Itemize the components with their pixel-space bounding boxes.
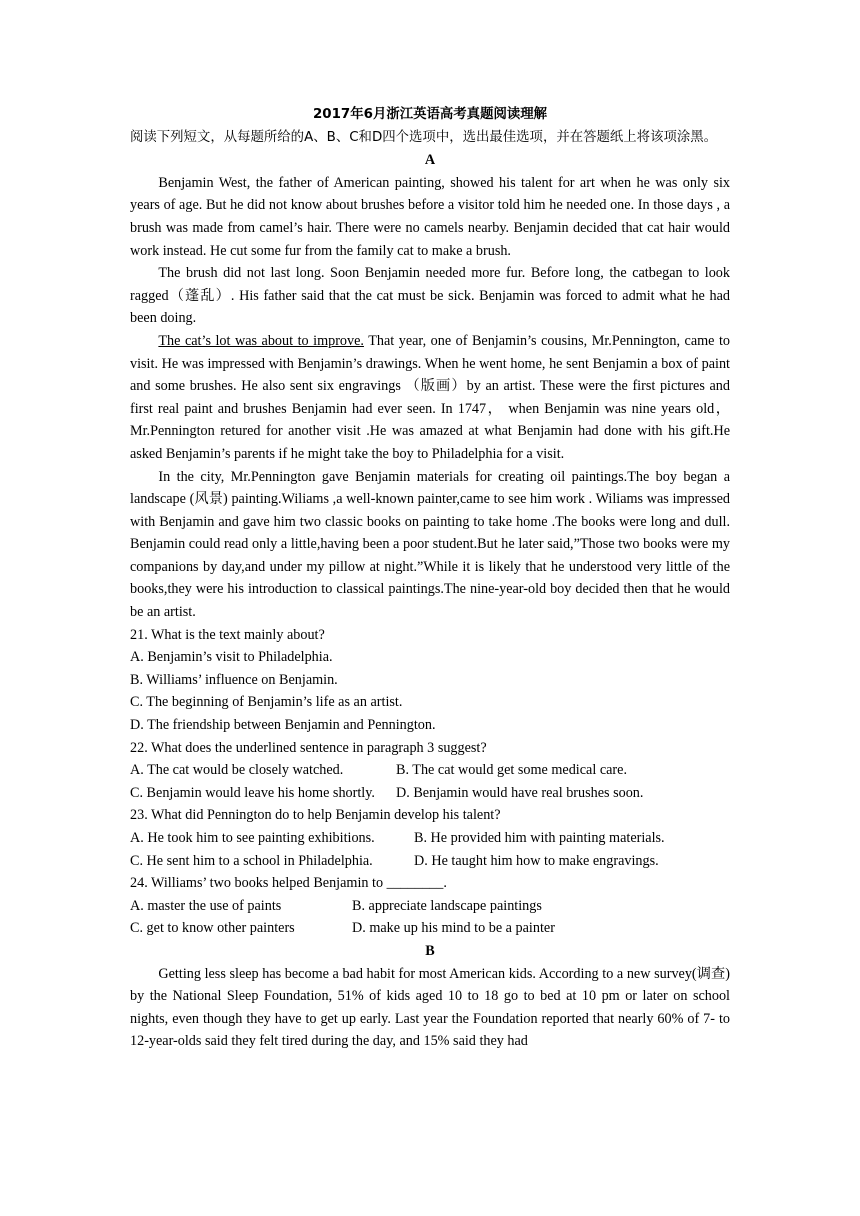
q23-option-d: D. He taught him how to make engravings. [414, 852, 659, 869]
question-22: 22. What does the underlined sentence in paragraph 3 suggest? [130, 739, 487, 756]
q22-option-d: D. Benjamin would have real brushes soon. [396, 784, 644, 801]
q21-option-d: D. The friendship between Benjamin and Pennington. [130, 717, 436, 734]
q21-option-b: B. Williams’ influence on Benjamin. [130, 671, 338, 688]
q24-options-row-2 [130, 917, 730, 940]
q24-option-d: D. make up his mind to be a painter [352, 920, 555, 937]
q23-option-a: A. He took him to see painting exhibitions. [130, 830, 375, 846]
q23-options-row-2 [130, 850, 730, 873]
q24-options-row-1 [130, 895, 730, 918]
q24-option-a: A. master the use of paints [130, 897, 282, 914]
section-b-heading: B [425, 942, 435, 959]
passage-a-paragraph-1: Benjamin West, the father of American painting, showed his talent for art when he was only six years of age. But he did not know about brushes before a visitor told him he needed one. In those days , a brush was made from camel’s hair. There were no camels nearby. Benjamin decided that cat hair would work instead. He cut some fur from the family cat to make a brush. [130, 174, 730, 259]
underlined-sentence: The cat’s lot was about to improve. [158, 332, 364, 349]
passage-a-paragraph-2: The brush did not last long. Soon Benjamin needed more fur. Before long, the catbegan to look ragged（蓬乱）. His father said that the cat must be sick. Benjamin was forced to admit what he had been doing. [130, 265, 730, 327]
q23-options-row-1 [130, 827, 730, 850]
document-title: 2017年6月浙江英语高考真题阅读理解 [312, 107, 548, 122]
question-24: 24. Williams’ two books helped Benjamin to ________. [130, 875, 447, 892]
passage-a-paragraph-4: In the city, Mr.Pennington gave Benjamin materials for creating oil paintings.The boy began a landscape (风景) painting.Wiliams ,a well-known painter,came to see him work . Wiliams was impressed with Benjamin and gave him two classic books on painting to take home .The books were long and dull. Benjamin could read only a little,having been a poor student.But he later said,”Those two books were my companions by day,and under my pillow at night.”While it is likely that he understood very little of the books,they were his introduction to classical paintings.The nine-year-old boy decided then that he would be an artist. [130, 468, 730, 621]
q22-option-a: A. The cat would be closely watched. [130, 762, 344, 779]
paragraph-3-text: That year, one of Benjamin’s cousins, Mr.Pennington, came to visit. He was impressed with Benjamin’s drawings. When he went home, he sent Benjamin a box of paint and some brushes. He also sent six engravings （版画）by an artist. These were the first pictures and first real paint and brushes Benjamin had ever seen. In 1747， when Benjamin was nine years old，Mr.Pennington retured for another visit .He was amazed at what Benjamin had done with his gift.He asked Benjamin’s parents if he might take the boy to Philadelphia for a visit. [130, 332, 730, 462]
instructions: 阅读下列短文，从每题所给的A、B、C和D四个选项中，选出最佳选项，并在答题纸上将该项涂黑。 [130, 129, 718, 145]
q23-option-c: C. He sent him to a school in Philadelphia. [130, 852, 373, 869]
q24-option-c: C. get to know other painters [130, 920, 295, 937]
q22-option-b: B. The cat would get some medical care. [396, 762, 627, 779]
q22-options-row-2 [130, 782, 730, 805]
passage-a-paragraph-3 [130, 330, 730, 466]
section-a-heading: A [424, 152, 436, 169]
q22-option-c: C. Benjamin would leave his home shortly. [130, 784, 375, 801]
document-page [130, 104, 730, 1053]
q22-options-row-1 [130, 759, 730, 782]
q21-option-a: A. Benjamin’s visit to Philadelphia. [130, 649, 333, 666]
q21-option-c: C. The beginning of Benjamin’s life as an artist. [130, 694, 403, 711]
passage-b-paragraph-1: Getting less sleep has become a bad habit for most American kids. According to a new survey(调查) by the National Sleep Foundation, 51% of kids aged 10 to 18 go to bed at 10 pm or later on school nights, even though they have to get up early. Last year the Foundation reported that nearly 60% of 7- to 12-year-olds said they felt tired during the day, and 15% said they had [130, 965, 730, 1050]
q24-option-b: B. appreciate landscape paintings [352, 897, 542, 914]
question-21: 21. What is the text mainly about? [130, 626, 325, 643]
q23-option-b: B. He provided him with painting materials. [414, 830, 665, 846]
question-23: 23. What did Pennington do to help Benjamin develop his talent? [130, 807, 501, 824]
